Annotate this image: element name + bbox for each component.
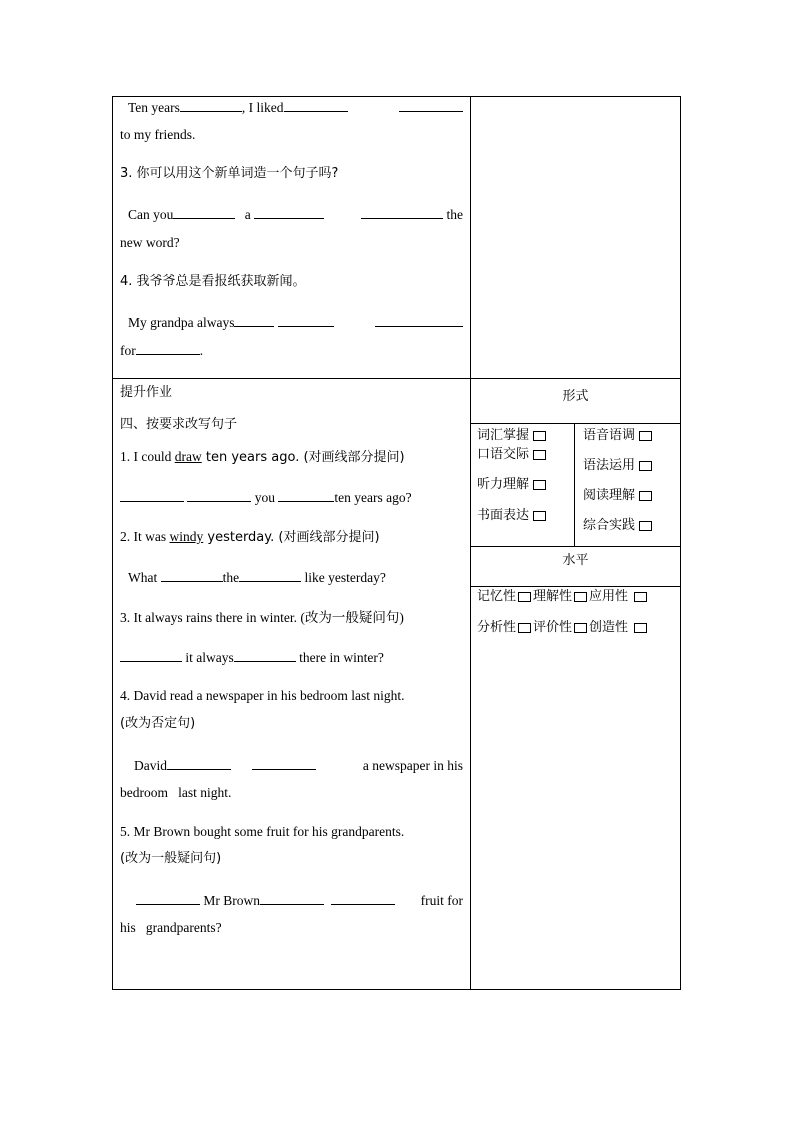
blank[interactable] (375, 314, 463, 327)
s1-text: 1. I could (120, 449, 175, 464)
the-text: the (446, 207, 463, 222)
checkbox[interactable] (518, 623, 531, 633)
form-item-listening: 听力理解 (477, 476, 546, 493)
a-text: a (244, 207, 251, 222)
blank[interactable] (252, 757, 316, 770)
table-border-left (112, 96, 113, 990)
answer-4-second: bedroom last night. (120, 785, 232, 800)
blank[interactable] (361, 206, 443, 219)
a-newspaper-text: a newspaper in his (362, 758, 463, 773)
underlined-word-draw: draw (174, 449, 202, 464)
table-border-top (112, 96, 681, 97)
ten-years-text: Ten years (128, 100, 180, 115)
blank[interactable] (260, 892, 324, 905)
fill-line-q3 (120, 206, 463, 223)
form-item-writing: 书面表达 (477, 507, 546, 524)
new-word-text: new word? (120, 235, 180, 250)
blank[interactable] (254, 206, 324, 219)
it-always-text: it always (185, 650, 234, 665)
s3-text: 3. It always rains there in winter. (改为一般疑问句) (120, 610, 404, 625)
sentence-4: 4. David read a newspaper in his bedroom last night. (120, 688, 405, 703)
blank[interactable] (136, 892, 200, 905)
form-bottom-divider (470, 546, 681, 547)
blank[interactable] (120, 489, 184, 502)
level-header-divider (470, 586, 681, 587)
blank[interactable] (187, 489, 251, 502)
level-header: 水平 (562, 553, 589, 568)
s2-instruction: yesterday. (对画线部分提问) (203, 530, 380, 545)
sentence-3 (120, 609, 404, 626)
sentence-5-instruction: (改为一般疑问句) (120, 851, 222, 866)
form-item-pronunciation: 语音语调 (583, 427, 652, 444)
the-text: the (222, 570, 240, 585)
section-title-advanced: 提升作业 (120, 385, 173, 400)
fill-line-ten-years (120, 99, 463, 116)
checkbox[interactable] (634, 623, 647, 633)
level-row-2: 分析性 评价性 创造性 (477, 619, 647, 636)
what-text: What (128, 570, 158, 585)
answer-5-second: his grandparents? (120, 920, 222, 935)
checkbox[interactable] (533, 511, 546, 521)
david-text: David (134, 758, 167, 773)
checkbox[interactable] (518, 592, 531, 602)
checkbox[interactable] (533, 431, 546, 441)
answer-2 (120, 569, 386, 586)
checkbox[interactable] (533, 480, 546, 490)
form-item-speaking: 口语交际 (477, 446, 546, 463)
answer-5 (120, 892, 463, 909)
s1-instruction: ten years ago. (对画线部分提问) (201, 450, 405, 465)
form-item-vocab: 词汇掌握 (477, 427, 546, 444)
answer-1 (120, 489, 412, 506)
underlined-word-windy: windy (169, 529, 204, 544)
blank[interactable] (278, 489, 334, 502)
checkbox[interactable] (639, 491, 652, 501)
checkbox[interactable] (574, 592, 587, 602)
checkbox[interactable] (639, 461, 652, 471)
answer-4 (120, 757, 463, 774)
you-text: you (254, 490, 275, 505)
form-header: 形式 (562, 389, 589, 404)
row-divider (112, 378, 681, 379)
fill-line-q4-second (120, 342, 203, 359)
checkbox[interactable] (533, 450, 546, 460)
ten-years-ago-text: ten years ago? (334, 490, 412, 505)
column-divider (470, 96, 471, 990)
question-4: 4. 我爷爷总是看报纸获取新闻。 (120, 274, 306, 289)
section-title-rewrite: 四、按要求改写句子 (120, 417, 238, 432)
there-in-winter-text: there in winter? (299, 650, 384, 665)
question-3: 3. 你可以用这个新单词造一个句子吗? (120, 166, 339, 181)
period-text: . (199, 343, 204, 358)
form-item-reading: 阅读理解 (583, 487, 652, 504)
sentence-5: 5. Mr Brown bought some fruit for his grandparents. (120, 824, 405, 839)
worksheet-table (112, 96, 681, 990)
for-text: for (120, 343, 136, 358)
blank[interactable] (234, 314, 274, 327)
checkbox[interactable] (639, 521, 652, 531)
blank[interactable] (278, 314, 334, 327)
blank[interactable] (120, 649, 182, 662)
blank[interactable] (331, 892, 395, 905)
s2-text: 2. It was (120, 529, 170, 544)
mr-brown-text: Mr Brown (203, 893, 260, 908)
checkbox[interactable] (574, 623, 587, 633)
blank[interactable] (136, 342, 200, 355)
checkbox[interactable] (634, 592, 647, 602)
form-column-divider (574, 423, 575, 546)
answer-3 (120, 649, 384, 666)
blank[interactable] (173, 206, 235, 219)
blank[interactable] (239, 569, 301, 582)
form-item-grammar: 语法运用 (583, 457, 652, 474)
table-border-bottom (112, 989, 681, 990)
level-row-1: 记忆性 理解性 应用性 (477, 588, 647, 605)
sentence-1 (120, 448, 405, 466)
form-item-practice: 综合实践 (583, 517, 652, 534)
can-you-text: Can you (128, 207, 174, 222)
like-yesterday-text: like yesterday? (304, 570, 386, 585)
sentence-2 (120, 528, 380, 546)
blank[interactable] (180, 99, 242, 112)
blank[interactable] (167, 757, 231, 770)
fruit-for-text: fruit for (420, 893, 463, 908)
fill-line-q4 (120, 314, 463, 331)
table-border-right (680, 96, 681, 990)
blank[interactable] (284, 99, 348, 112)
checkbox[interactable] (639, 431, 652, 441)
blank[interactable] (161, 569, 223, 582)
blank[interactable] (234, 649, 296, 662)
liked-text: , I liked (241, 100, 284, 115)
sentence-4-instruction: (改为否定句) (120, 716, 196, 731)
my-grandpa-text: My grandpa always (128, 315, 235, 330)
form-header-divider (470, 423, 681, 424)
blank[interactable] (399, 99, 463, 112)
to-my-friends-text: to my friends. (120, 127, 196, 142)
